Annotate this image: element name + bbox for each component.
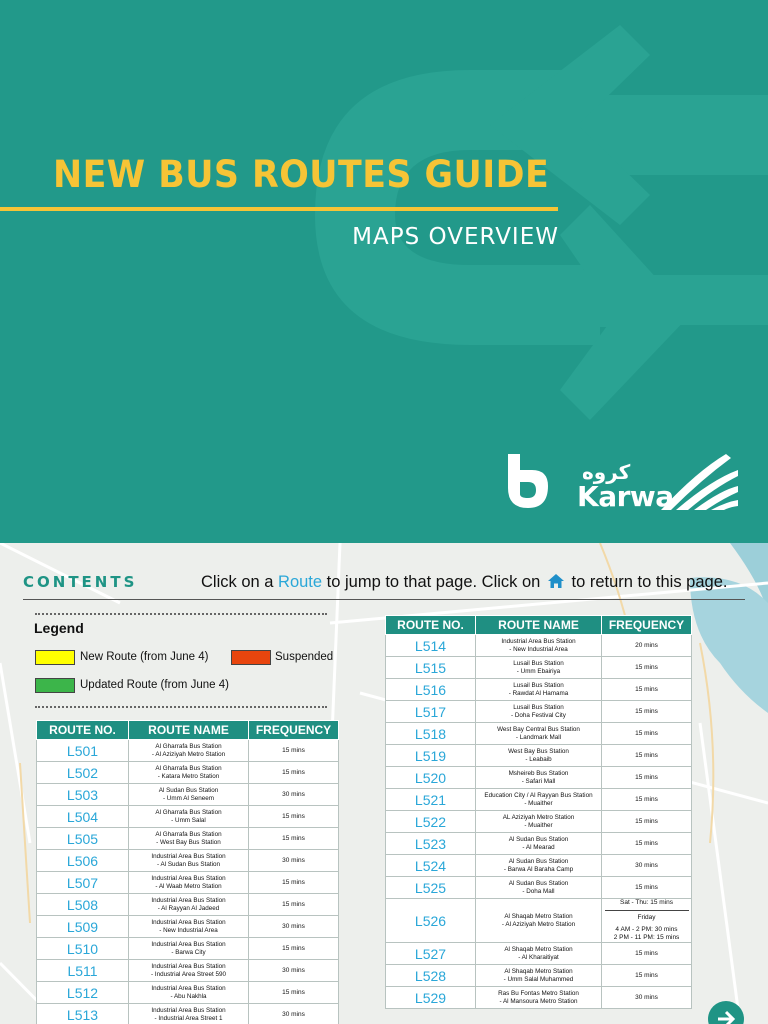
route-name [476,855,602,877]
table-row [37,982,339,1004]
page-title: NEW BUS ROUTES GUIDE [53,153,550,196]
table-row [37,938,339,960]
route-name-line: Lusail Bus Station [513,681,564,689]
route-frequency: 15 mins [249,762,339,784]
route-name-line: - Al Mearad [522,843,555,851]
route-name-line: Al Gharrafa Bus Station [155,764,222,772]
table-row [386,745,692,767]
route-frequency: 15 mins [249,828,339,850]
route-frequency: 15 mins [602,943,692,965]
route-name-line: Msheireb Bus Station [508,769,569,777]
route-number-link[interactable]: L508 [37,894,129,916]
route-name [129,916,249,938]
route-number-link[interactable]: L503 [37,784,129,806]
table-row [386,767,692,789]
route-name-line: - West Bay Bus Station [156,838,221,846]
route-name-line: - Al Kharaitiyat [518,953,559,961]
route-number-link[interactable]: L519 [386,745,476,767]
route-name-line: - Al Aziziyah Metro Station [501,920,576,928]
bus-b-logo-icon [506,452,550,510]
route-frequency: 15 mins [249,982,339,1004]
route-name-line: - Umm Salal Muhammed [503,975,574,983]
route-name [476,877,602,899]
route-number-link[interactable]: L522 [386,811,476,833]
route-frequency: 15 mins [602,701,692,723]
route-name-line: - Al Waab Metro Station [155,882,222,890]
legend-updated-label: Updated Route (from June 4) [80,679,229,691]
route-name-line: Industrial Area Bus Station [151,852,226,860]
table-row [386,855,692,877]
route-name [476,679,602,701]
route-name-line: Al Gharrafa Bus Station [155,742,222,750]
route-name [476,899,602,943]
route-name [129,1004,249,1024]
route-name [129,894,249,916]
route-name [476,767,602,789]
table-row [37,916,339,938]
route-name [476,965,602,987]
routes-table-right [385,615,692,1009]
table-row [37,850,339,872]
route-number-link[interactable]: L526 [386,899,476,943]
contents-instructions [201,573,727,592]
route-name-line: Al Sudan Bus Station [508,835,569,843]
route-name-line: - Doha Mall [522,887,555,895]
route-name [476,789,602,811]
legend-suspended-label: Suspended [275,651,334,663]
table-row [37,806,339,828]
col-frequency: FREQUENCY [602,616,692,635]
route-name-line: Ras Bu Fontas Metro Station [498,989,579,997]
table-row [37,960,339,982]
route-number-link[interactable]: L524 [386,855,476,877]
route-frequency: 15 mins [249,938,339,960]
route-name-line: Lusail Bus Station [513,703,564,711]
table-header-row [37,721,339,740]
route-name-line: Lusail Bus Station [513,659,564,667]
table-row [37,1004,339,1024]
route-name-line: - Umm Ebairiya [516,667,561,675]
next-page-button[interactable] [708,1001,744,1024]
route-name-line: - Safari Mall [521,777,556,785]
route-name [129,850,249,872]
route-name-line: - Leabaib [525,755,552,763]
route-number-link[interactable]: L507 [37,872,129,894]
legend-updated-swatch [35,678,75,693]
route-frequency: 15 mins [602,811,692,833]
frequency-line: Sat - Thu: 15 mins [620,899,673,906]
route-number-link[interactable]: L512 [37,982,129,1004]
route-name-line: Al Shaqab Metro Station [504,912,573,920]
frequency-divider [605,910,689,911]
route-name [476,811,602,833]
route-number-link[interactable]: L502 [37,762,129,784]
route-frequency: 15 mins [602,745,692,767]
table-row [37,740,339,762]
route-frequency [602,899,692,943]
route-name-line: - Muaither [524,799,553,807]
route-name-line: West Bay Central Bus Station [497,725,580,733]
instructions-text-2: to jump to that page. Click on [322,573,545,591]
route-frequency: 15 mins [602,877,692,899]
route-frequency: 15 mins [602,965,692,987]
route-name [476,745,602,767]
instructions-text-1: Click on a [201,573,279,591]
route-name [129,740,249,762]
route-name-line: - Landmark Mall [515,733,562,741]
route-name [129,784,249,806]
route-name [129,762,249,784]
route-name [129,982,249,1004]
route-name-line: Al Sudan Bus Station [158,786,219,794]
route-name-line: AL Aziziyah Metro Station [502,813,575,821]
route-number-link[interactable]: L517 [386,701,476,723]
route-number-link[interactable]: L516 [386,679,476,701]
route-name [476,943,602,965]
route-frequency: 30 mins [249,960,339,982]
route-name-line: Industrial Area Bus Station [151,918,226,926]
contents-section [0,543,768,1024]
route-name [476,723,602,745]
route-frequency: 15 mins [602,723,692,745]
dotted-divider [35,613,327,615]
route-name-line: - Al Rayyan Al Jadeed [157,904,220,912]
route-name [476,657,602,679]
route-frequency: 15 mins [602,767,692,789]
dotted-divider [35,706,327,708]
route-name [476,701,602,723]
route-number-link[interactable]: L513 [37,1004,129,1024]
route-number-link[interactable]: L520 [386,767,476,789]
route-word: Route [278,573,323,591]
route-number-link[interactable]: L510 [37,938,129,960]
table-row [386,833,692,855]
route-number-link[interactable]: L523 [386,833,476,855]
table-row [37,784,339,806]
route-number-link[interactable]: L506 [37,850,129,872]
table-row [386,723,692,745]
route-frequency: 15 mins [602,833,692,855]
table-row [386,701,692,723]
route-frequency: 20 mins [602,635,692,657]
route-number-link[interactable]: L527 [386,943,476,965]
route-name-line: Industrial Area Bus Station [151,940,226,948]
route-name-line: Al Sudan Bus Station [508,879,569,887]
legend-title: Legend [34,620,84,636]
route-name-line: - Barwa Al Baraha Camp [503,865,574,873]
route-name-line: Al Gharrafa Bus Station [155,830,222,838]
route-name-line: Al Shaqab Metro Station [504,945,573,953]
route-frequency: 30 mins [249,850,339,872]
route-name-line: - Abu Nakhla [170,992,207,1000]
legend-new-swatch [35,650,75,665]
route-name-line: Industrial Area Bus Station [151,896,226,904]
instructions-text-3: to return to this page. [566,573,728,591]
route-name-line: Industrial Area Bus Station [151,962,226,970]
route-frequency: 15 mins [602,789,692,811]
route-number-link[interactable]: L501 [37,740,129,762]
table-row [386,657,692,679]
route-name [476,635,602,657]
route-name [129,938,249,960]
route-frequency: 30 mins [249,1004,339,1024]
table-row [386,965,692,987]
legend-new-label: New Route (from June 4) [80,651,209,663]
col-route-name: ROUTE NAME [476,616,602,635]
route-name-line: - Katara Metro Station [157,772,220,780]
table-row [386,635,692,657]
route-number-link[interactable]: L515 [386,657,476,679]
arrow-right-icon [708,1001,744,1024]
route-name [129,960,249,982]
route-name-line: - Rawdat Al Hamama [508,689,569,697]
route-number-link[interactable]: L521 [386,789,476,811]
route-name-line: West Bay Bus Station [508,747,569,755]
route-number-link[interactable]: L529 [386,987,476,1009]
table-row [37,762,339,784]
home-icon [547,573,565,589]
table-row [386,679,692,701]
route-name-line: - New Industrial Area [159,926,218,934]
route-name-line: Industrial Area Bus Station [151,1006,226,1014]
route-number-link[interactable]: L504 [37,806,129,828]
route-name-line: - Umm Al Seneem [162,794,215,802]
col-route-name: ROUTE NAME [129,721,249,740]
route-name-line: - Muaither [524,821,553,829]
route-frequency: 30 mins [249,784,339,806]
table-row [386,811,692,833]
col-route-no: ROUTE NO. [386,616,476,635]
routes-table-left [36,720,339,1024]
col-route-no: ROUTE NO. [37,721,129,740]
route-number-link[interactable]: L505 [37,828,129,850]
route-frequency: 15 mins [249,894,339,916]
frequency-line: 4 AM - 2 PM: 30 mins [615,926,678,933]
route-frequency: 30 mins [602,855,692,877]
table-row [37,828,339,850]
route-name [129,806,249,828]
table-row [386,877,692,899]
route-number-link[interactable]: L511 [37,960,129,982]
route-name-line: - Umm Salal [171,816,206,824]
route-number-link[interactable]: L514 [386,635,476,657]
route-name-line: - Al Aziziyah Metro Station [151,750,226,758]
table-row [386,789,692,811]
route-frequency: 15 mins [249,872,339,894]
route-number-link[interactable]: L509 [37,916,129,938]
frequency-line: Friday [637,914,656,921]
karwa-brand-name: Karwa [577,480,674,513]
table-row [37,894,339,916]
route-name-line: - New Industrial Area [509,645,568,653]
contents-heading: CONTENTS [23,573,138,591]
route-number-link[interactable]: L525 [386,877,476,899]
route-frequency: 15 mins [249,806,339,828]
route-name-line: - Industrial Area Street 590 [151,970,226,978]
route-name [129,872,249,894]
legend-suspended-swatch [231,650,271,665]
route-number-link[interactable]: L528 [386,965,476,987]
route-name-line: Industrial Area Bus Station [151,874,226,882]
route-name [476,833,602,855]
route-name-line: Al Gharrafa Bus Station [155,808,222,816]
route-name [129,828,249,850]
karwa-arabic-name: كروه [582,460,631,484]
route-number-link[interactable]: L518 [386,723,476,745]
route-name-line: - Industrial Area Street 1 [154,1014,223,1022]
table-row [37,872,339,894]
route-name-line: - Al Sudan Bus Station [156,860,220,868]
route-frequency: 15 mins [249,740,339,762]
route-name-line: Education City / Al Rayyan Bus Station [484,791,593,799]
route-name-line: - Barwa City [171,948,206,956]
route-name-line: Al Shaqab Metro Station [504,967,573,975]
route-name-line: Industrial Area Bus Station [501,637,576,645]
route-name [476,987,602,1009]
route-frequency: 30 mins [249,916,339,938]
table-row [386,987,692,1009]
route-frequency: 15 mins [602,657,692,679]
route-name-line: Industrial Area Bus Station [151,984,226,992]
col-frequency: FREQUENCY [249,721,339,740]
page-subtitle: MAPS OVERVIEW [352,224,559,250]
route-name-line: - Al Mansoura Metro Station [499,997,578,1005]
route-frequency: 30 mins [602,987,692,1009]
table-row [386,899,692,943]
route-name-line: Al Sudan Bus Station [508,857,569,865]
route-frequency: 15 mins [602,679,692,701]
table-row [386,943,692,965]
title-underline [0,207,558,211]
instructions-underline [23,599,745,600]
route-name-line: - Doha Festival City [511,711,566,719]
frequency-line: 2 PM - 11 PM: 15 mins [613,934,680,941]
table-header-row [386,616,692,635]
